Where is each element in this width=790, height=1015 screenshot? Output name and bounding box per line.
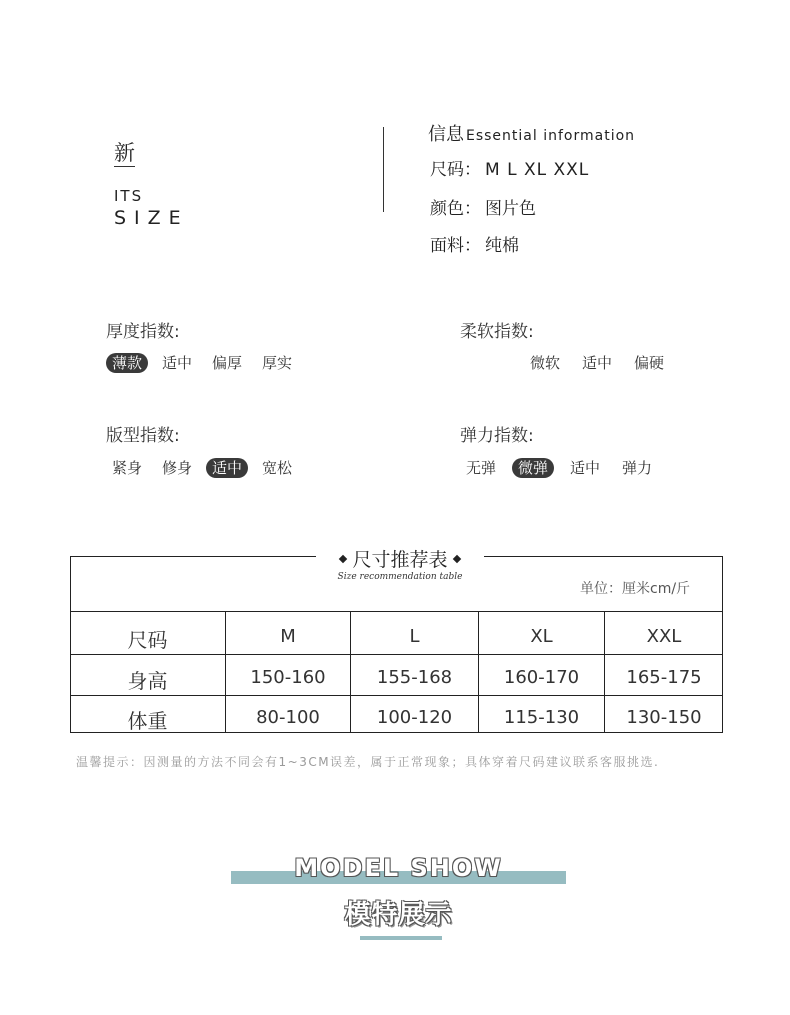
diamond-icon [339,555,347,563]
softness-option: 微软 [530,354,561,372]
thickness-option: 偏厚 [212,354,243,372]
table-rule [70,695,723,696]
fit-options [106,458,298,478]
info-size-row [430,155,589,180]
title-new: 新 [114,141,135,165]
table-rule [70,611,723,612]
table-header-cell: M [280,626,296,647]
info-color-label: 颜色： [430,199,481,219]
info-size-label: 尺码： [430,160,481,180]
info-color-value: 图片色 [485,199,536,219]
table-header-cell: 尺码 [127,628,168,652]
header-divider [383,127,384,212]
size-table-subtitle: Size recommendation table [337,572,463,582]
info-fabric-row [430,231,519,256]
table-rule [70,654,723,655]
info-title [428,120,635,146]
table-cell: 165-175 [626,667,702,688]
title-its: ITS [114,187,144,205]
fit-option-selected: 适中 [206,458,248,478]
title-size: SIZE [114,207,189,229]
info-color-row [430,194,536,219]
thickness-index-title: 厚度指数: [106,322,180,342]
elasticity-option: 无弹 [466,459,497,477]
table-cell: 160-170 [503,667,580,688]
softness-options [460,353,670,373]
table-header-cell: XL [530,626,553,647]
table-cell: 115-130 [503,707,580,728]
table-cell: 155-168 [376,667,453,688]
thickness-option: 厚实 [262,354,293,372]
softness-option: 适中 [582,354,613,372]
table-cell: 130-150 [626,707,702,728]
elasticity-options [460,458,658,478]
table-row-label: 身高 [127,669,168,693]
fit-option: 修身 [162,459,193,477]
thickness-option: 适中 [162,354,193,372]
table-cell: 80-100 [256,707,320,728]
info-title-cn: 信息 [428,124,464,145]
measurement-tip: 温馨提示：因测量的方法不同会有1~3CM误差，属于正常现象；具体穿着尺码建议联系客服挑选. [76,755,660,769]
model-show-title-en: MODEL SHOW [294,854,503,882]
size-table-title [316,545,484,572]
fit-index-title: 版型指数: [106,426,180,446]
fit-option: 宽松 [262,459,293,477]
table-cell: 150-160 [250,667,326,688]
elasticity-index-title: 弹力指数: [460,426,534,446]
elasticity-option-selected: 微弹 [512,458,554,478]
thickness-option-selected: 薄款 [106,353,148,373]
elasticity-option: 适中 [570,459,601,477]
info-fabric-label: 面料： [430,236,481,256]
diamond-icon [452,555,460,563]
elasticity-option: 弹力 [622,459,653,477]
model-show-title-cn: 模特展示 [344,900,453,930]
info-size-value: M L XL XXL [485,160,590,180]
table-cell: 100-120 [376,707,453,728]
softness-index-title: 柔软指数: [460,322,534,342]
info-title-en: Essential information [466,128,636,144]
softness-option: 偏硬 [634,354,665,372]
thickness-options [106,353,298,373]
model-show-underline [360,936,442,940]
info-fabric-value: 纯棉 [485,236,519,256]
size-table-unit: 单位：厘米cm/斤 [580,581,691,597]
table-header-cell: XXL [646,626,682,647]
table-row-label: 体重 [127,709,168,733]
fit-option: 紧身 [112,459,143,477]
size-table-title-text: 尺寸推荐表 [352,549,448,571]
softness-option-empty [460,353,506,373]
table-header-cell: L [409,626,420,647]
